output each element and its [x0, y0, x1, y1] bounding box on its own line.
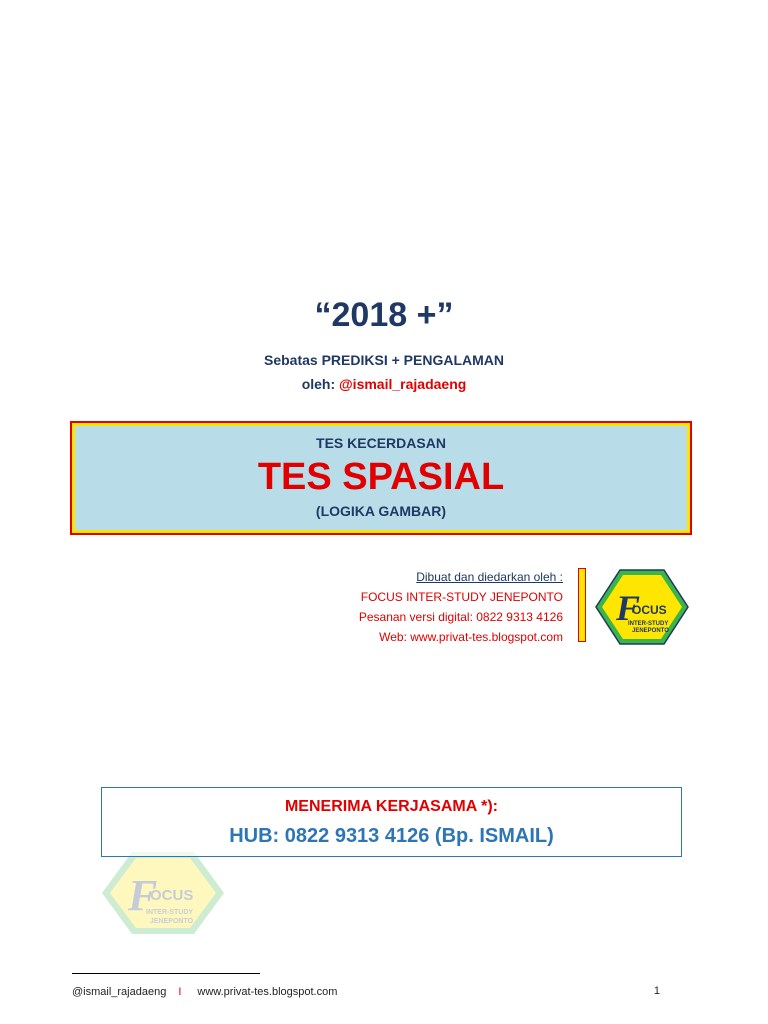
watermark-line1: INTER-STUDY [146, 909, 194, 916]
focus-logo-icon [594, 568, 690, 646]
page-number: 1 [653, 985, 660, 997]
focus-watermark-icon [98, 848, 228, 938]
credits-accent-bar [578, 568, 586, 642]
footer-site: www.privat-tes.blogspot.com [197, 986, 338, 998]
title-main: TES SPASIAL [257, 456, 505, 498]
title-box-inner [75, 426, 687, 530]
logo-line1: INTER-STUDY [628, 621, 669, 627]
footnote-rule [72, 973, 260, 974]
credits-block [300, 567, 563, 647]
cover-year: “2018 +” [314, 296, 454, 334]
footer-separator: I [178, 986, 182, 998]
cover-subtitle: Sebatas PREDIKSI + PENGALAMAN [264, 352, 504, 368]
title-small: TES KECERDASAN [316, 435, 446, 451]
watermark-word: OCUS [150, 887, 194, 904]
credits-org: FOCUS INTER-STUDY JENEPONTO [360, 590, 563, 604]
cover-byline [0, 376, 768, 392]
logo-line2: JENEPONTO [632, 628, 669, 634]
logo-word: OCUS [632, 603, 667, 617]
credits-web: Web: www.privat-tes.blogspot.com [379, 630, 563, 644]
credits-order: Pesanan versi digital: 0822 9313 4126 [358, 610, 563, 624]
title-box [70, 421, 692, 535]
byline-prefix: oleh: [301, 376, 340, 392]
logo-letter: F [616, 588, 641, 628]
footer-handle: @ismail_rajadaeng [72, 986, 167, 998]
watermark-line2: JENEPONTO [150, 918, 194, 925]
credits-heading: Dibuat dan diedarkan oleh : [416, 570, 563, 584]
contact-phone: HUB: 0822 9313 4126 (Bp. ISMAIL) [229, 825, 554, 847]
watermark-letter: F [128, 871, 158, 920]
byline-handle: @ismail_rajadaeng [339, 376, 467, 392]
title-sub: (LOGIKA GAMBAR) [315, 503, 447, 519]
page-footer [72, 985, 652, 999]
contact-heading: MENERIMA KERJASAMA *): [284, 798, 499, 815]
contact-box [101, 787, 682, 857]
